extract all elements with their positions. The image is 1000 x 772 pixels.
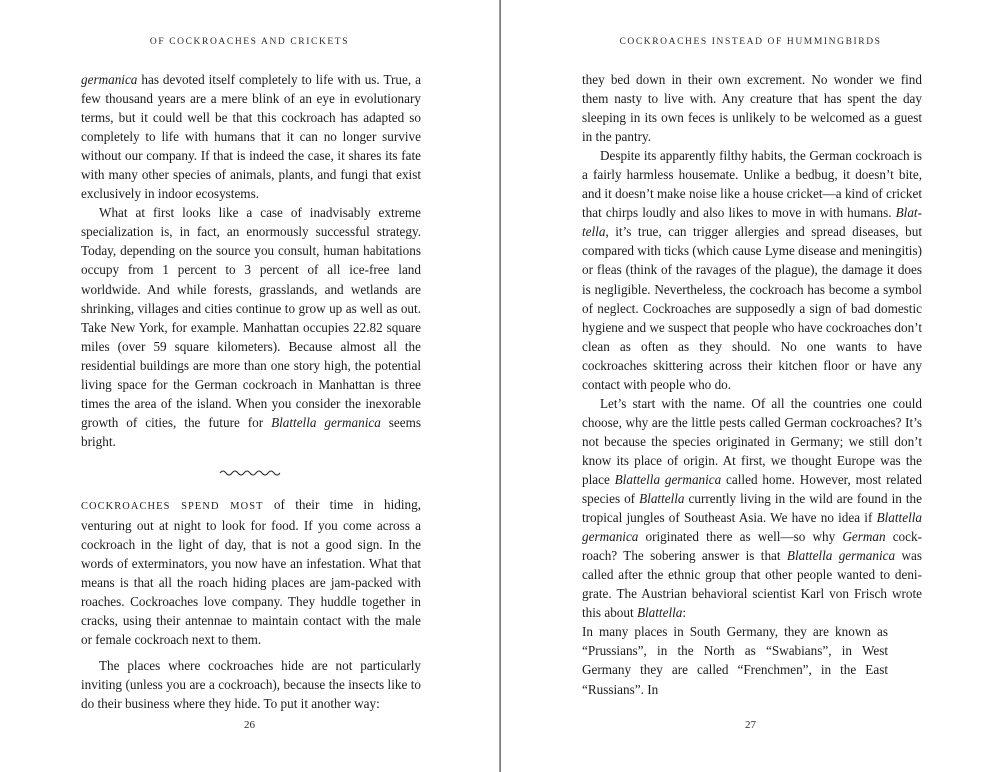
text-run: What at first looks like a case of inadvisably extreme specialization is, in fact, an enormously successful strategy. Today, depending on the source you consult, human habitations occupy from 1 percent to 3 percent of all ice-free land worldwide. And while forests, grasslands, and wetlands are shrinking, villages and cities continue to grow up as well as out. Take New York, for example. Manhattan occupies 22.82 square miles (over 59 square kilometers). Because almost all the residential buildings are more than one story high, the potential living space for the German cockroach in Manhattan is three times the area of the island. When you consider the inexorable growth of cities, the future for <box>81 205 421 430</box>
running-head: COCKROACHES INSTEAD OF HUMMINGBIRDS <box>619 37 882 47</box>
text-run: The places where cockroaches hide are not particularly inviting (unless you are a cockroach), because the insects like to do their business where they hide. To put it another way: <box>81 658 421 712</box>
text-run: called home. However, most related species of <box>582 471 922 507</box>
paragraph <box>582 146 922 394</box>
text-run: originated there as well—so why <box>638 529 843 545</box>
text-run: was called after the ethnic group that other people wanted to denigrate. The Austrian behavioral scientist Karl von Frisch wrote this about <box>582 548 922 621</box>
body-text <box>81 70 421 713</box>
text-run: cockroach? The sobering answer is that <box>582 529 922 564</box>
paragraph-runs <box>81 497 421 647</box>
text-run: Let’s start with the name. Of all the countries one could choose, why are the little pests called German cockroaches? It’s not because the species originated in Germany; we still don’t know its place of origin. At first, we thought Europe was the place <box>582 395 922 487</box>
paragraph <box>582 394 922 623</box>
text-run: has devoted itself completely to life with us. True, a few thousand years are a mere blink of an eye in evolutionary terms, but it could well be that this cockroach has adapted so completely to life with humans that it can no longer survive without our company. If that is indeed the case, it shares its fate with many other species of animals, plants, and fungi that exist exclusively in indoor ecosystems. <box>81 72 421 202</box>
section-break-ornament <box>219 468 283 478</box>
paragraph <box>81 203 421 451</box>
italic-text: Blattella germanica <box>614 471 722 487</box>
paragraph <box>81 495 421 649</box>
text-run: , it’s true, can trigger allergies and spread diseases, but compared with ticks (which cause Lyme disease and meningitis) or fleas (think of the ravages of the plague), the damage it does is negligible. Nevertheless, the cockroach has become a symbol of neglect. Cockroaches are supposedly a sign of bad domestic hygiene and we suspect that people who have cockroaches don’t clean as often as they should. No one wants to have cockroaches skittering across their kitchen floor or have any contact with people who do. <box>582 224 922 392</box>
body-text <box>582 70 922 699</box>
text-run: seems bright. <box>81 414 421 449</box>
italic-text: Blattella germanica <box>271 414 381 430</box>
paragraph <box>81 656 421 713</box>
italic-text: Blattella <box>582 205 922 240</box>
text-run: Despite its apparently filthy habits, the German cockroach is a fairly harmless housemate. Unlike a bedbug, it doesn’t bite, and it doesn’t make noise like a house cricket—a kind of cricket that chirps loudly and also likes to move in with humans. <box>582 148 922 221</box>
italic-text: germanica <box>81 72 138 87</box>
text-run: : <box>682 605 687 621</box>
italic-text: Blattella <box>636 605 683 621</box>
right-page <box>501 0 1000 772</box>
text-run: they bed down in their own excrement. No wonder we find them nasty to live with. Any creature that has spent the day sleeping in its own feces is unlikely to be welcomed as a guest in the pantry. <box>582 72 922 145</box>
italic-text: Blattella <box>639 491 685 507</box>
text-run: In many places in South Germany, they are known as “Prussians”, in the North as “Swabians”, in West Germany they are called “Frenchmen”, in the East “Russians”. In <box>582 624 888 697</box>
paragraph <box>81 70 421 203</box>
small-caps-lead: COCKROACHES SPEND MOST <box>81 500 264 512</box>
paragraph <box>582 70 922 146</box>
italic-text: Blattella germanica <box>786 548 896 564</box>
text-run: of their time in hiding, venturing out at night to look for food. If you come across a cockroach in the light of day, that is not a good sign. In the words of exterminators, you now have an infestation. What that means is that all the roach hiding places are jam-packed with roaches. Cockroaches love company. They huddle together in cracks, using their antennae to maintain contact with the male or female cockroach next to them. <box>81 496 421 648</box>
text-run: currently living in the wild are found in the tropical jungles of Southeast Asia. We have no idea if <box>582 491 922 526</box>
italic-text: Blattella germanica <box>582 510 922 545</box>
running-head: OF COCKROACHES AND CRICKETS <box>149 37 350 47</box>
block-quote <box>582 622 888 698</box>
page-number: 27 <box>745 719 756 731</box>
italic-text: German <box>842 529 886 545</box>
page-number: 26 <box>244 719 255 731</box>
